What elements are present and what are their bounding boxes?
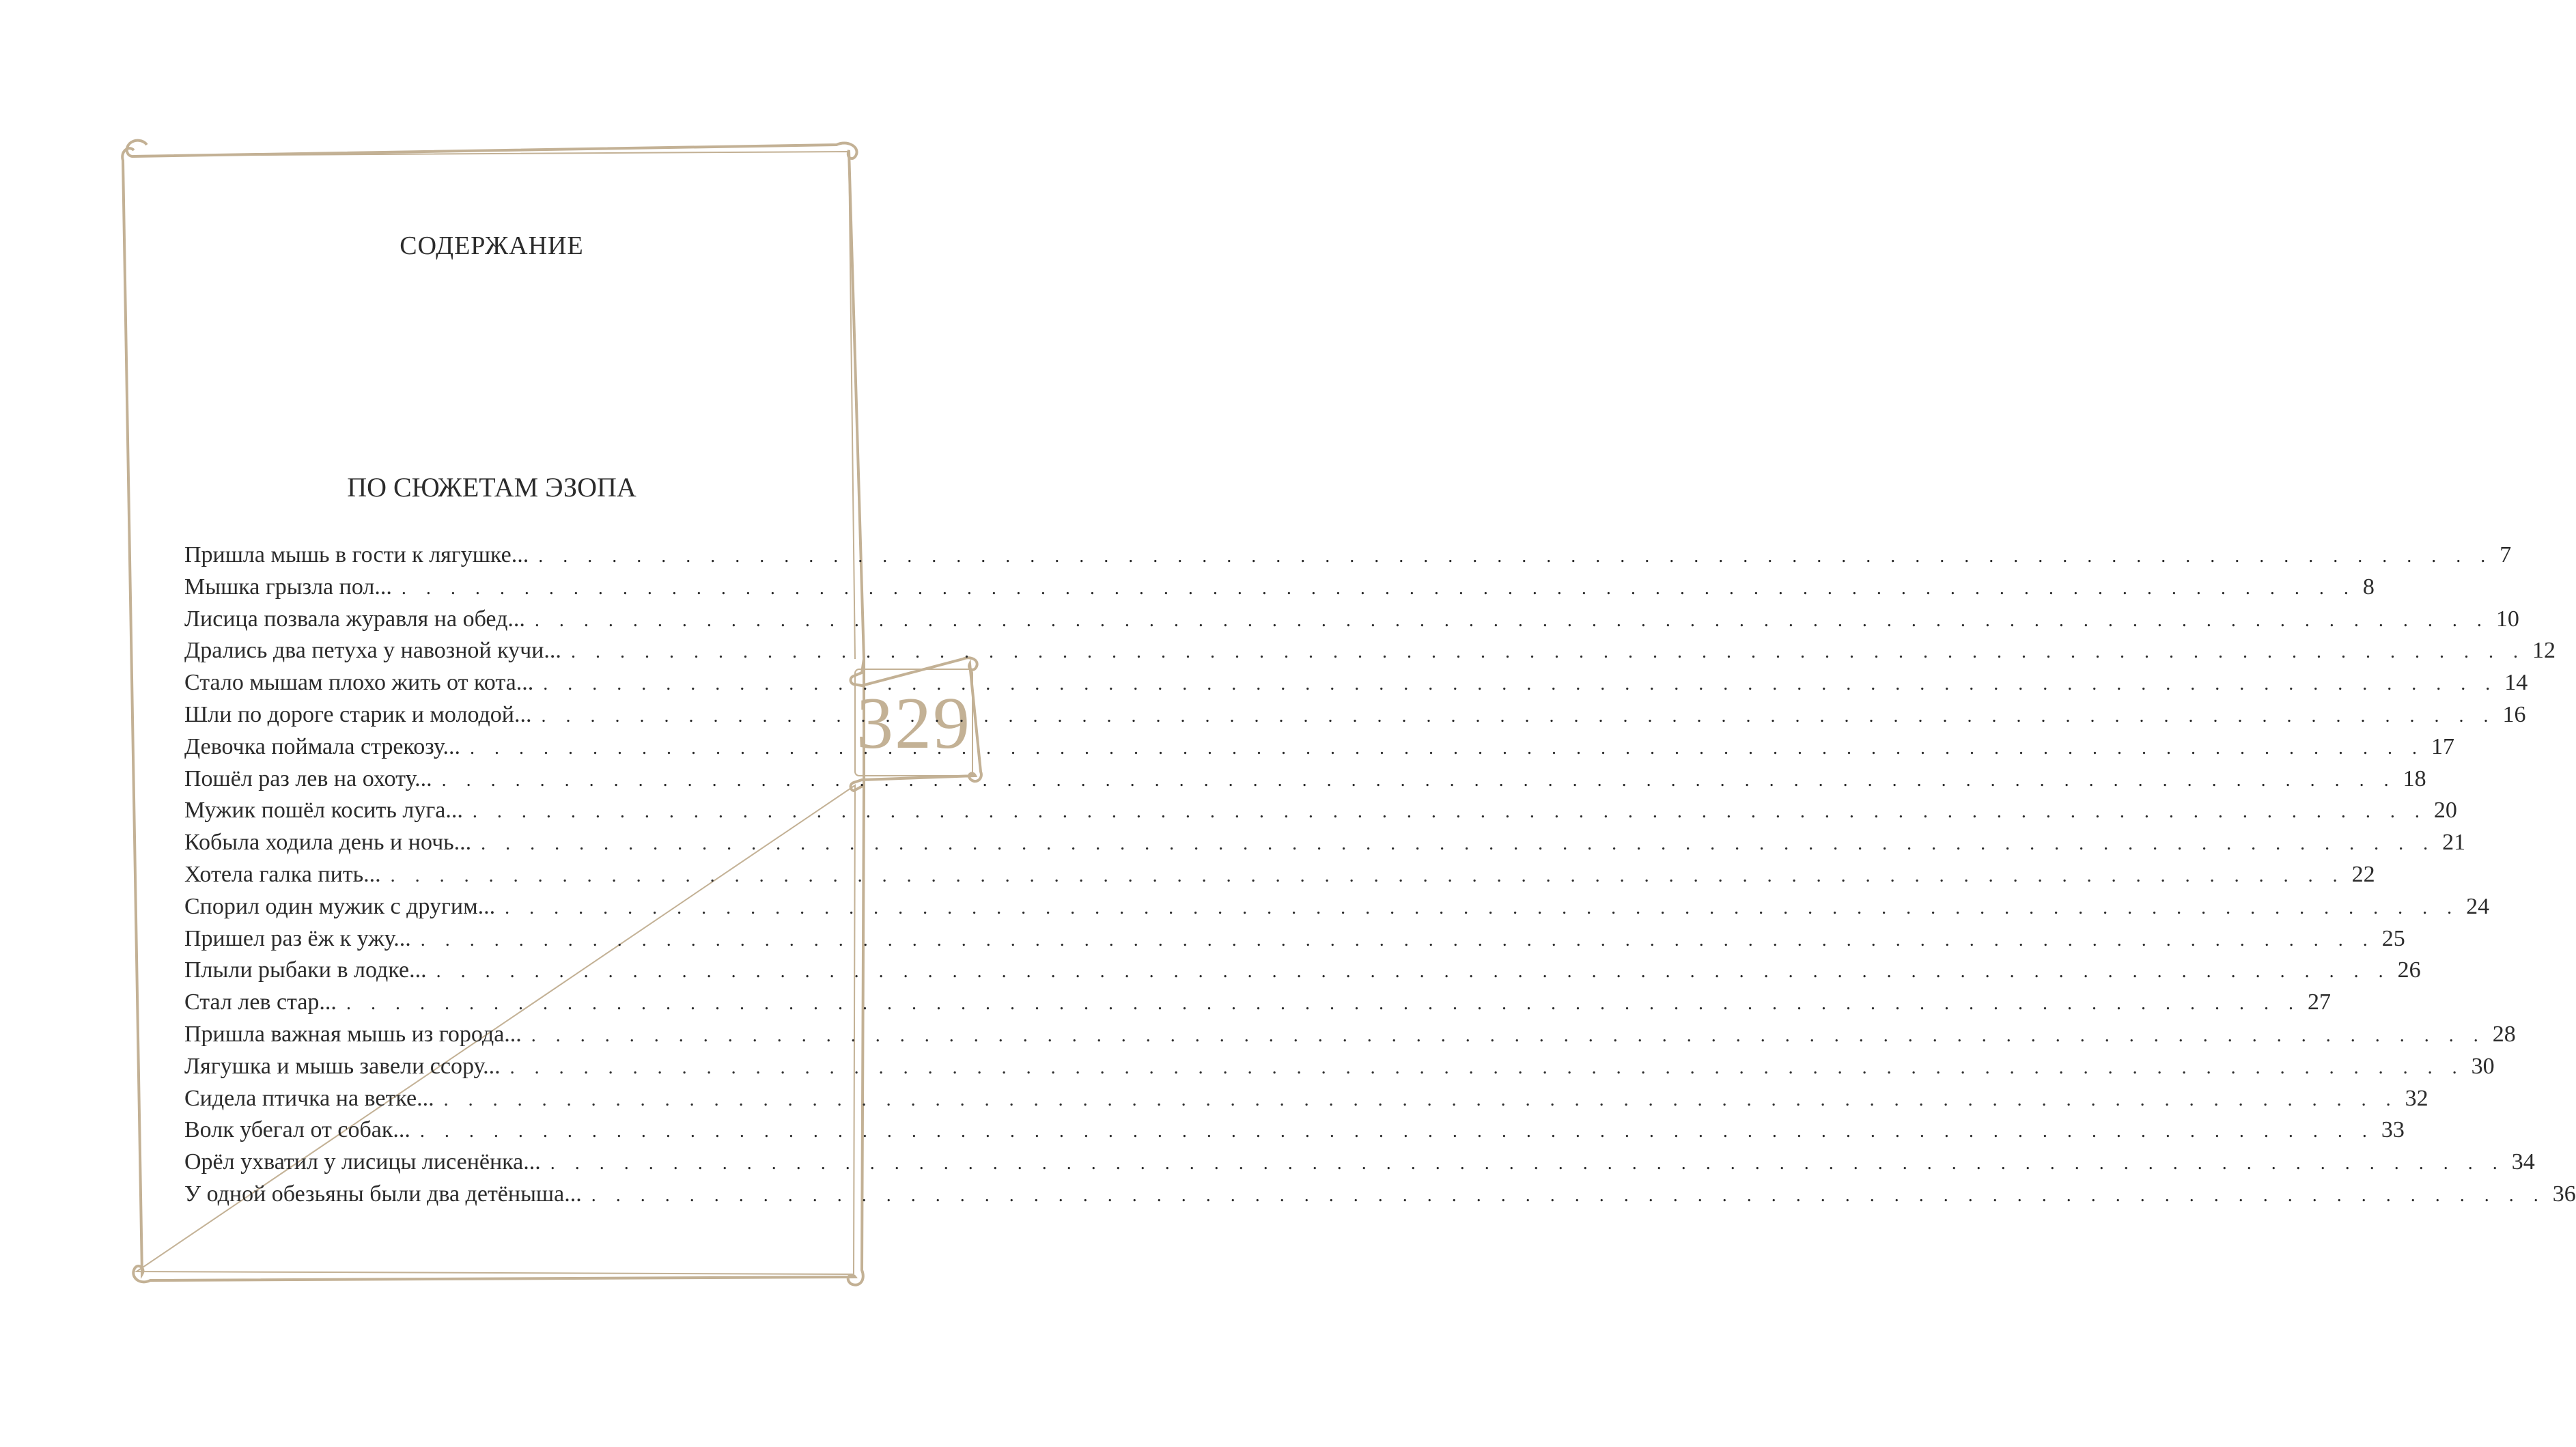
toc-entry[interactable] xyxy=(184,923,2405,955)
toc-entry-title: Стал лев стар... xyxy=(184,989,337,1015)
toc-entry[interactable] xyxy=(184,987,2331,1019)
toc-dot-leader: . . . . . . . . . . . . . . . . . . . . . . . . . . . . . . . . . . . . . . . . . . . . . . . . . . . . . . . . . . . . . . . . . . . . . . . . . . . . . . . . xyxy=(401,577,2356,599)
toc-dot-leader: . . . . . . . . . . . . . . . . . . . . . . . . . . . . . . . . . . . . . . . . . . . . . . . . . . . . . . . . . . . . . . . . . . . . . . . . . . . . . . . . xyxy=(509,1056,2465,1078)
toc-entry-page: 33 xyxy=(2381,1117,2405,1143)
toc-entry-title: Пришла мышь в гости к лягушке... xyxy=(184,542,529,567)
toc-entry[interactable] xyxy=(184,539,2512,572)
contents-title: СОДЕРЖАНИЕ xyxy=(400,231,584,260)
toc-dot-leader: . . . . . . . . . . . . . . . . . . . . . . . . . . . . . . . . . . . . . . . . . . . . . . . . . . . . . . . . . . . . . . . . . . . . . . . . . . . . . . . . xyxy=(481,833,2436,855)
toc-entry-title: Кобыла ходила день и ночь... xyxy=(184,830,472,856)
toc-entry[interactable] xyxy=(184,1019,2516,1051)
toc-entry[interactable] xyxy=(184,1114,2405,1147)
toc-entry-page: 24 xyxy=(2466,893,2490,919)
toc-entry[interactable] xyxy=(184,572,2375,604)
toc-dot-leader: . . . . . . . . . . . . . . . . . . . . . . . . . . . . . . . . . . . . . . . . . . . . . . . . . . . . . . . . . . . . . . . . . . . . . . . . . . . . . . . . xyxy=(346,993,2301,1015)
toc-entry-title: Пришла важная мышь из города... xyxy=(184,1021,522,1047)
section-title: ПО СЮЖЕТАМ ЭЗОПА xyxy=(347,472,636,503)
toc-entry[interactable] xyxy=(184,1147,2535,1179)
toc-entry-page: 34 xyxy=(2511,1149,2535,1175)
toc-dot-leader: . . . . . . . . . . . . . . . . . . . . . . . . . . . . . . . . . . . . . . . . . . . . . . . . . . . . . . . . . . . . . . . . . . . . . . . . . . . . . . . . xyxy=(436,961,2391,983)
toc-entry-page: 28 xyxy=(2492,1021,2516,1047)
toc-entry[interactable] xyxy=(184,891,2490,923)
toc-entry-page: 8 xyxy=(2362,574,2375,600)
toc-dot-leader: . . . . . . . . . . . . . . . . . . . . . . . . . . . . . . . . . . . . . . . . . . . . . . . . . . . . . . . . . . . . . . . . . . . . . . . . . . . . . . . . xyxy=(390,865,2345,886)
toc-dot-leader: . . . . . . . . . . . . . . . . . . . . . . . . . . . . . . . . . . . . . . . . . . . . . . . . . . . . . . . . . . . . . . . . . . . . . . . . . . . . . . . . xyxy=(570,641,2525,663)
toc-entry[interactable] xyxy=(184,699,2526,731)
toc-dot-leader: . . . . . . . . . . . . . . . . . . . . . . . . . . . . . . . . . . . . . . . . . . . . . . . . . . . . . . . . . . . . . . . . . . . . . . . . . . . . . . . . xyxy=(591,1184,2546,1206)
toc-entry-title: Сидела птичка на ветке... xyxy=(184,1085,434,1111)
toc-entry[interactable] xyxy=(184,827,2466,859)
toc-entry[interactable] xyxy=(184,604,2519,636)
toc-entry-page: 21 xyxy=(2442,830,2466,856)
toc-entry-page: 30 xyxy=(2471,1053,2495,1079)
toc-dot-leader: . . . . . . . . . . . . . . . . . . . . . . . . . . . . . . . . . . . . . . . . . . . . . . . . . . . . . . . . . . . . . . . . . . . . . . . . . . . . . . . . xyxy=(419,1121,2375,1142)
toc-entry-title: Стало мышам плохо жить от кота... xyxy=(184,670,534,696)
toc-entry-page: 32 xyxy=(2405,1085,2428,1111)
toc-entry-page: 17 xyxy=(2431,733,2455,759)
toc-entry-page: 18 xyxy=(2403,765,2426,791)
toc-entry-page: 27 xyxy=(2307,989,2331,1015)
toc-entry-title: Лисица позвала журавля на обед... xyxy=(184,606,525,632)
toc-entry[interactable] xyxy=(184,1051,2495,1083)
toc-entry-title: Девочка поймала стрекозу... xyxy=(184,733,461,759)
toc-dot-leader: . . . . . . . . . . . . . . . . . . . . . . . . . . . . . . . . . . . . . . . . . . . . . . . . . . . . . . . . . . . . . . . . . . . . . . . . . . . . . . . . xyxy=(534,609,2489,631)
toc-dot-leader: . . . . . . . . . . . . . . . . . . . . . . . . . . . . . . . . . . . . . . . . . . . . . . . . . . . . . . . . . . . . . . . . . . . . . . . . . . . . . . . . xyxy=(550,1153,2505,1175)
toc-entry[interactable] xyxy=(184,667,2528,699)
toc-entry-title: Шли по дороге старик и молодой... xyxy=(184,701,532,727)
toc-entry-title: Орёл ухватил у лисицы лисенёнка... xyxy=(184,1149,541,1175)
toc-entry[interactable] xyxy=(184,731,2455,763)
toc-entry[interactable] xyxy=(184,955,2421,987)
toc-entry[interactable] xyxy=(184,859,2375,891)
toc-entry-title: Волк убегал от собак... xyxy=(184,1117,410,1143)
toc-entry-page: 22 xyxy=(2351,861,2375,887)
toc-dot-leader: . . . . . . . . . . . . . . . . . . . . . . . . . . . . . . . . . . . . . . . . . . . . . . . . . . . . . . . . . . . . . . . . . . . . . . . . . . . . . . . . xyxy=(443,1088,2398,1110)
toc-dot-leader: . . . . . . . . . . . . . . . . . . . . . . . . . . . . . . . . . . . . . . . . . . . . . . . . . . . . . . . . . . . . . . . . . . . . . . . . . . . . . . . . xyxy=(505,897,2460,918)
toc-entry[interactable] xyxy=(184,1083,2428,1115)
page-number: 329 xyxy=(856,683,971,764)
toc-entry-page: 10 xyxy=(2495,606,2519,632)
toc-dot-leader: . . . . . . . . . . . . . . . . . . . . . . . . . . . . . . . . . . . . . . . . . . . . . . . . . . . . . . . . . . . . . . . . . . . . . . . . . . . . . . . . xyxy=(472,801,2427,823)
toc-entry-title: Лягушка и мышь завели ссору... xyxy=(184,1053,501,1079)
toc-entry-page: 16 xyxy=(2502,701,2526,727)
toc-entry-page: 7 xyxy=(2500,542,2512,567)
toc-dot-leader: . . . . . . . . . . . . . . . . . . . . . . . . . . . . . . . . . . . . . . . . . . . . . . . . . . . . . . . . . . . . . . . . . . . . . . . . . . . . . . . . xyxy=(538,546,2493,567)
toc-entry-page: 20 xyxy=(2433,798,2457,824)
toc-entry-title: Плыли рыбаки в лодке... xyxy=(184,957,427,983)
toc-entry-title: Мышка грызла пол... xyxy=(184,574,392,600)
toc-entry-title: У одной обезьяны были два детёныша... xyxy=(184,1181,582,1207)
toc-dot-leader: . . . . . . . . . . . . . . . . . . . . . . . . . . . . . . . . . . . . . . . . . . . . . . . . . . . . . . . . . . . . . . . . . . . . . . . . . . . . . . . . xyxy=(420,929,2375,951)
toc-entry-page: 26 xyxy=(2397,957,2421,983)
toc-entry-title: Мужик пошёл косить луга... xyxy=(184,798,463,824)
toc-entry-title: Пошёл раз лев на охоту... xyxy=(184,765,432,791)
toc-entry-title: Дрались два петуха у навозной кучи... xyxy=(184,638,561,664)
toc-entry[interactable] xyxy=(184,635,2556,667)
toc-entry[interactable] xyxy=(184,763,2426,796)
toc-entry[interactable] xyxy=(184,1179,2576,1211)
toc-entry-page: 25 xyxy=(2381,925,2405,951)
toc-entry[interactable] xyxy=(184,795,2457,827)
toc-dot-leader: . . . . . . . . . . . . . . . . . . . . . . . . . . . . . . . . . . . . . . . . . . . . . . . . . . . . . . . . . . . . . . . . . . . . . . . . . . . . . . . . xyxy=(441,769,2396,791)
toc-dot-leader: . . . . . . . . . . . . . . . . . . . . . . . . . . . . . . . . . . . . . . . . . . . . . . . . . . . . . . . . . . . . . . . . . . . . . . . . . . . . . . . . xyxy=(543,673,2498,695)
toc-entry-page: 12 xyxy=(2532,638,2556,664)
toc-entry-title: Пришел раз ёж к ужу... xyxy=(184,925,411,951)
toc-entry-page: 36 xyxy=(2552,1181,2576,1207)
toc-entry-title: Спорил один мужик с другим... xyxy=(184,893,496,919)
toc-entry-title: Хотела галка пить... xyxy=(184,861,381,887)
toc-dot-leader: . . . . . . . . . . . . . . . . . . . . . . . . . . . . . . . . . . . . . . . . . . . . . . . . . . . . . . . . . . . . . . . . . . . . . . . . . . . . . . . . xyxy=(531,1024,2486,1046)
toc-entry-page: 14 xyxy=(2504,670,2528,696)
toc-dot-leader: . . . . . . . . . . . . . . . . . . . . . . . . . . . . . . . . . . . . . . . . . . . . . . . . . . . . . . . . . . . . . . . . . . . . . . . . . . . . . . . . xyxy=(541,705,2496,727)
toc-dot-leader: . . . . . . . . . . . . . . . . . . . . . . . . . . . . . . . . . . . . . . . . . . . . . . . . . . . . . . . . . . . . . . . . . . . . . . . . . . . . . . . . xyxy=(470,737,2425,759)
